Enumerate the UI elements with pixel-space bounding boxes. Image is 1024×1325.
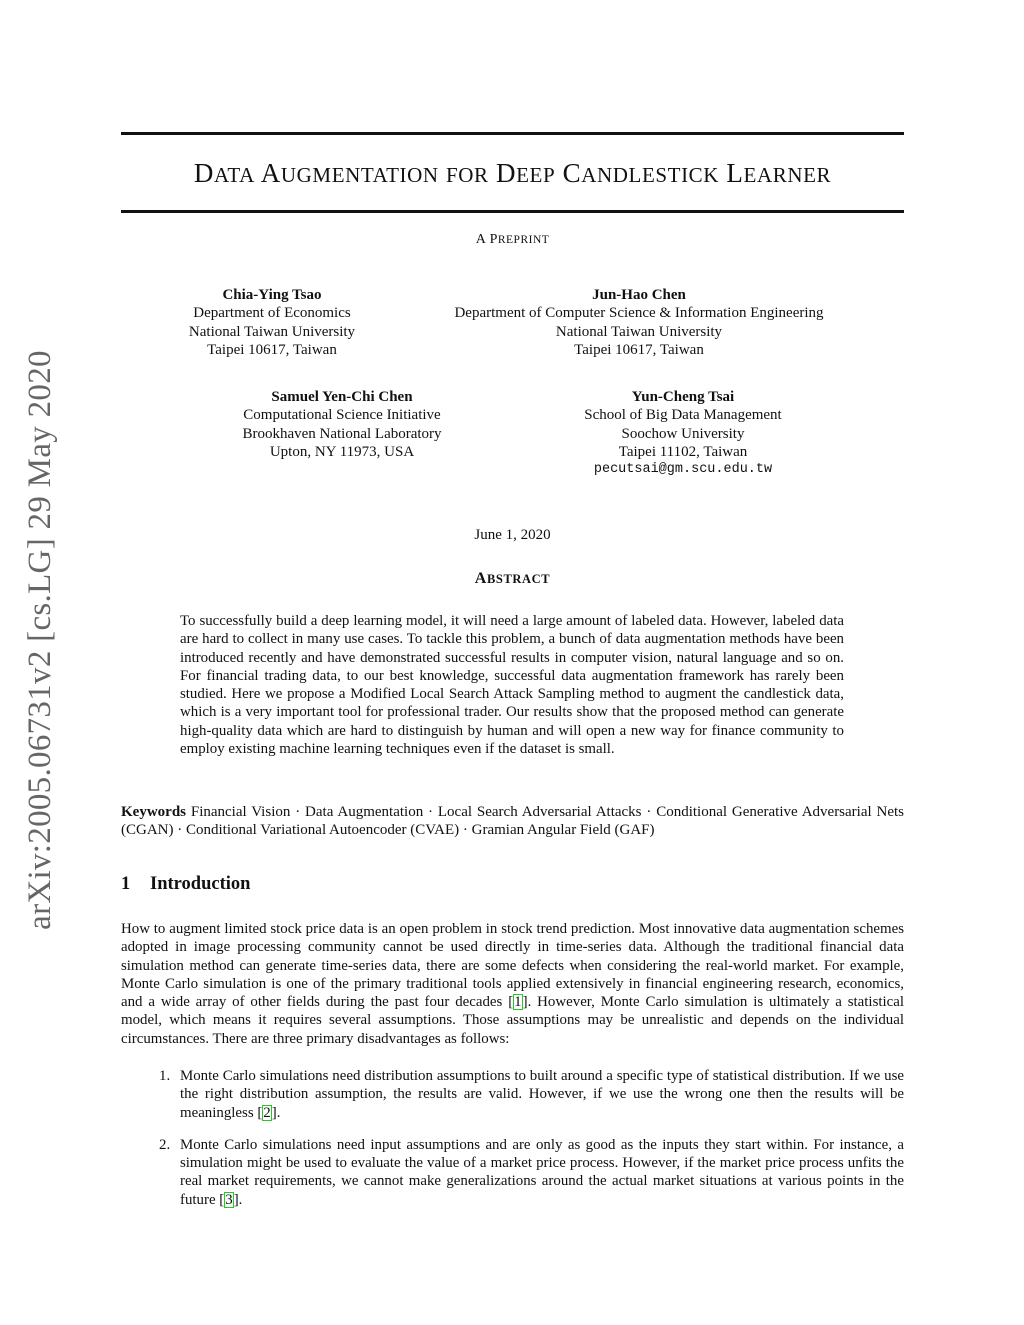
author-name: Samuel Yen-Chi Chen — [271, 389, 413, 405]
list-marker: 2. — [159, 1136, 171, 1153]
author-affiliation: Computational Science Initiative — [243, 407, 441, 424]
preprint-label: A PREPRINT — [475, 232, 550, 247]
author-affiliation: Brookhaven National Laboratory — [242, 425, 442, 442]
author-affiliation: Department of Economics — [193, 305, 351, 322]
author-affiliation: Soochow University — [621, 425, 745, 442]
arxiv-stamp: arXiv:2005.06731v2 [cs.LG] 29 May 2020 — [22, 350, 58, 930]
citation-link[interactable]: 3 — [225, 1191, 233, 1208]
disadvantages-list — [121, 1067, 904, 1223]
author-affiliation: Taipei 10617, Taiwan — [574, 341, 704, 358]
title-word-4: DEEP — [496, 158, 556, 188]
title-top-rule — [121, 132, 904, 135]
author-name: Jun-Hao Chen — [592, 287, 686, 303]
author-name: Yun-Cheng Tsai — [631, 389, 735, 405]
title-word-3: FOR — [446, 163, 489, 187]
title-bottom-rule — [121, 210, 904, 213]
citation-link[interactable]: 2 — [263, 1104, 271, 1121]
author-affiliation: Taipei 11102, Taiwan — [618, 443, 748, 460]
abstract-heading: ABSTRACT — [474, 570, 551, 587]
list-item: 2. Monte Carlo simulations need input assumptions and are only as good as the inputs they start within. For instance, a simulation might be used to evaluate the value of a market price process. However, if the market price process unfits the real market requirements, we cannot make generalizations around the actual market situations at various points in the future [3]. — [159, 1136, 904, 1208]
author-affiliation: National Taiwan University — [555, 323, 723, 340]
keywords — [121, 803, 904, 840]
abstract-body: To successfully build a deep learning model, it will need a large amount of labeled data. However, labeled data are hard to collect in many use cases. To tackle this problem, a bunch of data augmentation methods have been introduced recently and have demonstrated successful results in computer vision, natural language and so on. For financial trading data, to our best knowledge, successful data augmentation framework has rarely been studied. Here we propose a Modified Local Search Attack Sampling method to augment the candlestick data, which is a very important tool for professional trader. Our results show that the proposed method can generate high-quality data which are hard to distinguish by human and will open a new way for finance community to employ existing machine learning techniques even if the dataset is small. — [180, 613, 844, 758]
title-word-6: LEARNER — [726, 158, 832, 188]
title-word-5: CANDLESTICK — [562, 158, 720, 188]
author-affiliation: National Taiwan University — [188, 323, 356, 340]
author-affiliation: Department of Computer Science & Information Engineering — [454, 305, 824, 322]
keywords-list: Financial Vision · Data Augmentation · Local Search Adversarial Attacks · Conditional Generative Adversarial Nets (CGAN) · Conditional Variational Autoencoder (CVAE) · Gramian Angular Field (GAF) — [121, 804, 905, 839]
paper-date: June 1, 2020 — [474, 527, 551, 543]
list-marker: 1. — [159, 1068, 171, 1084]
author-email[interactable]: pecutsai@gm.scu.edu.tw — [593, 462, 773, 478]
section-title: Introduction — [150, 874, 251, 894]
author-affiliation: School of Big Data Management — [584, 407, 782, 424]
section-number: 1 — [121, 874, 131, 894]
author-block — [172, 286, 372, 359]
paper-title — [121, 158, 904, 189]
author-block — [563, 388, 803, 479]
author-affiliation: Taipei 10617, Taiwan — [207, 341, 337, 358]
title-word-2: AUGMENTATION — [260, 158, 439, 188]
author-block — [426, 286, 852, 359]
introduction-paragraph: How to augment limited stock price data is an open problem in stock trend prediction. Most innovative data augmentation schemes adopted in image processing community cannot be used directly in time-series data. Although the traditional financial data simulation method can generate time-series data, there are some defects when considering the real-world market. For example, Monte Carlo simulation is one of the primary traditional tools applied extensively in financial engineering research, economics, and a wide array of other fields during the past four decades [1]. However, Monte Carlo simulation is ultimately a statistical model, which means it requires several assumptions. Those assumptions may be unrealistic and depends on the individual circumstances. There are three primary disadvantages as follows: — [121, 921, 904, 1047]
author-name: Chia-Ying Tsao — [222, 287, 322, 303]
author-affiliation: Upton, NY 11973, USA — [269, 443, 415, 460]
citation-link[interactable]: 1 — [514, 994, 522, 1011]
author-block — [222, 388, 462, 461]
keywords-label: Keywords — [121, 804, 186, 820]
section-heading-introduction — [121, 874, 250, 895]
title-word-1: DATA — [193, 158, 255, 188]
list-item: 1. Monte Carlo simulations need distribution assumptions to built around a specific type of statistical distribution. If we use the right distribution assumption, the results are valid. However, if we use the wrong one then the results will be meaningless [2]. — [159, 1068, 904, 1121]
